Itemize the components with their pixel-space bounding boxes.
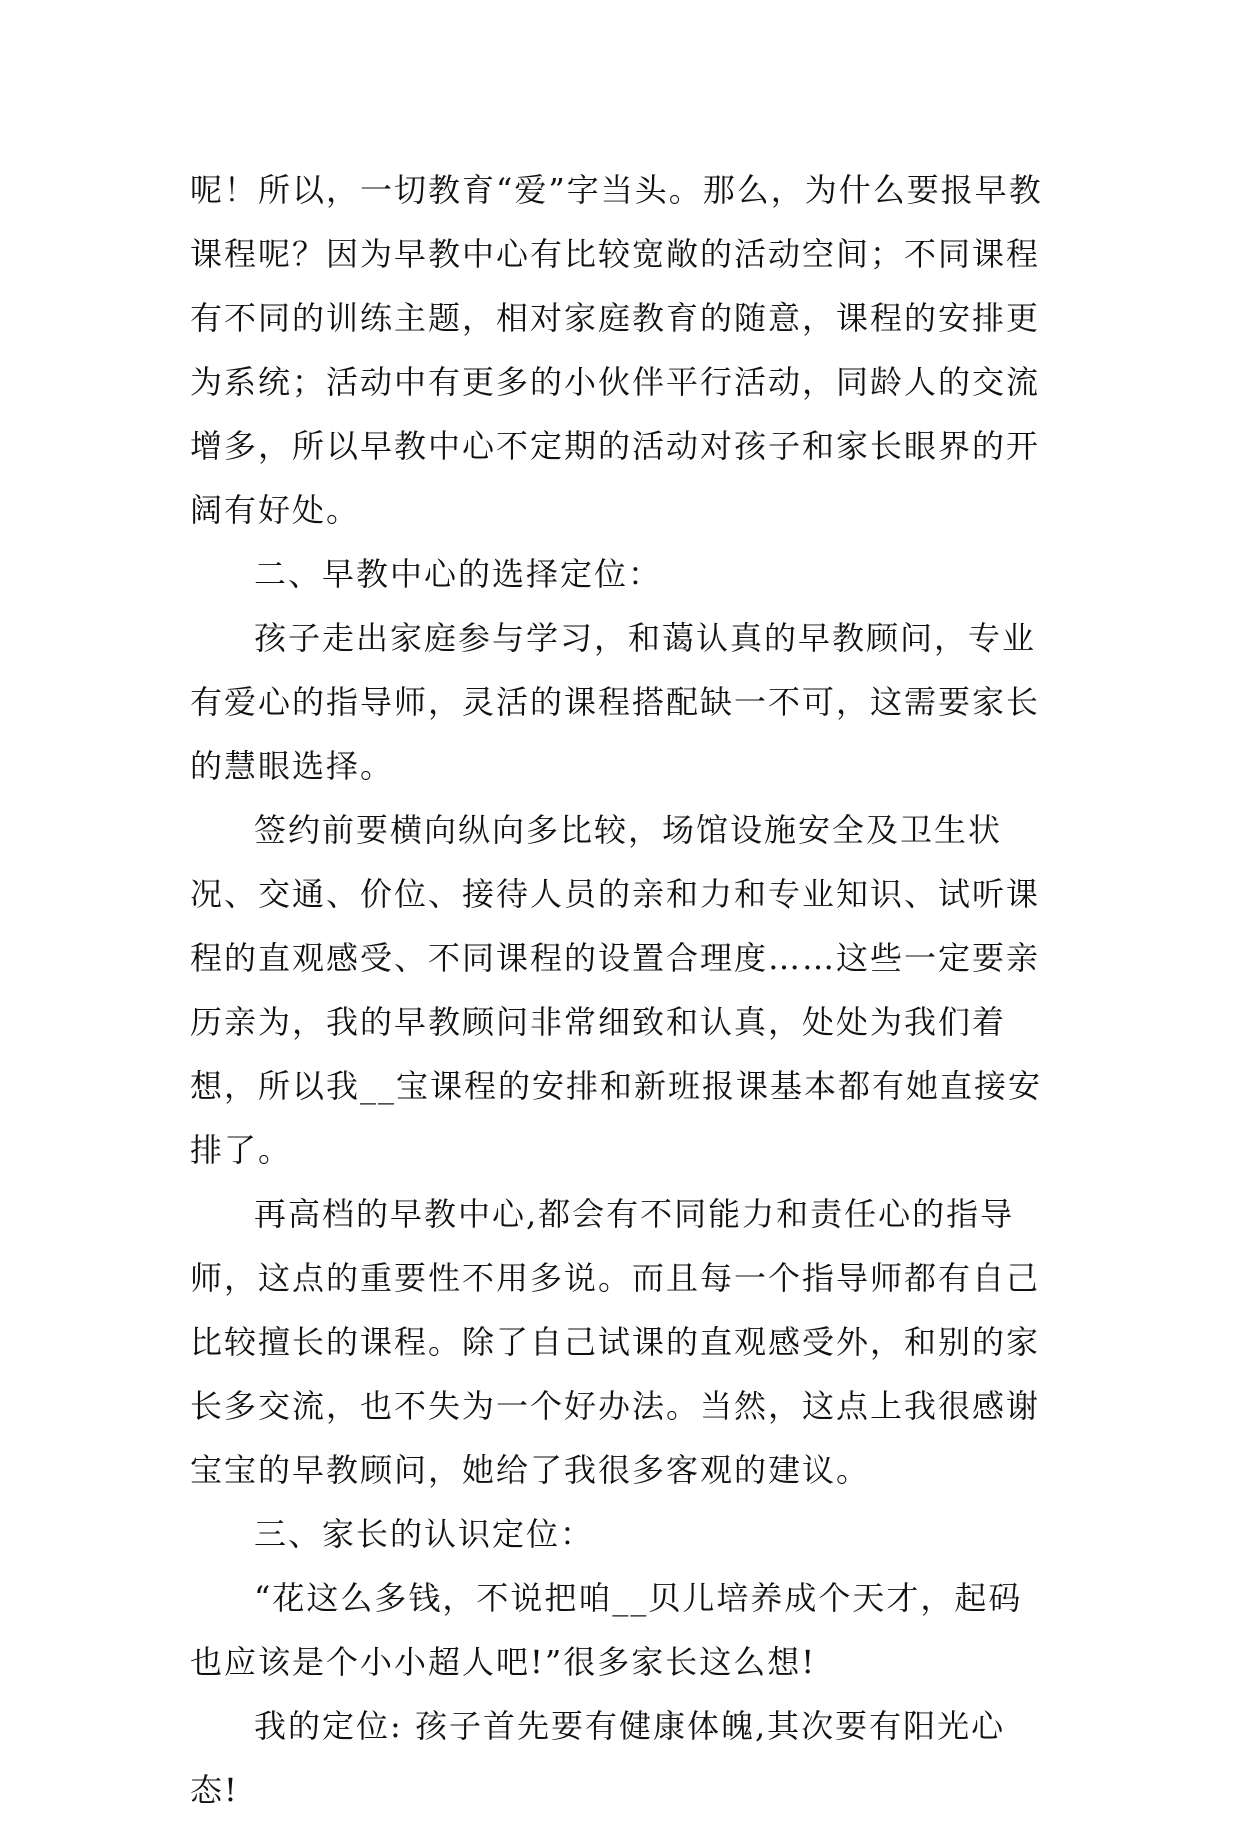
paragraph-choosing-center: 孩子走出家庭参与学习，和蔼认真的早教顾问，专业有爱心的指导师，灵活的课程搭配缺一不可，这需要家长的慧眼选择。 — [190, 619, 1041, 785]
section-heading-center-selection: 二、早教中心的选择定位： — [254, 555, 663, 593]
section-heading-parent-expectations: 三、家长的认识定位： — [254, 1515, 595, 1553]
paragraph-my-positioning: 我的定位: 孩子首先要有健康体魄,其次要有阳光心态! — [190, 1707, 1006, 1809]
paragraph-early-education-reasons: 呢！所以，一切教育“爱”字当头。那么，为什么要报早教课程呢？因为早教中心有比较宽敞的活动空间；不同课程有不同的训练主题，相对家庭教育的随意，课程的安排更为系统；活动中有更多的小伙伴平行活动，同龄人的交流增多，所以早教中心不定期的活动对孩子和家长眼界的开阔有好处。 — [190, 171, 1043, 529]
paragraph-comparison-before-signing: 签约前要横向纵向多比较，场馆设施安全及卫生状况、交通、价位、接待人员的亲和力和专业知识、试听课程的直观感受、不同课程的设置合理度……这些一定要亲历亲为，我的早教顾问非常细致和认真，处处为我们着想，所以我__宝课程的安排和新班报课基本都有她直接安排了。 — [190, 811, 1043, 1169]
document-body — [190, 158, 1052, 1822]
paragraph-parent-quote: “花这么多钱，不说把咱__贝儿培养成个天才，起码也应该是个小小超人吧!”很多家长这么想! — [190, 1579, 1023, 1681]
paragraph-instructor-quality: 再高档的早教中心,都会有不同能力和责任心的指导师，这点的重要性不用多说。而且每一个指导师都有自己比较擅长的课程。除了自己试课的直观感受外，和别的家长多交流，也不失为一个好办法。当然，这点上我很感谢宝宝的早教顾问，她给了我很多客观的建议。 — [190, 1195, 1041, 1489]
